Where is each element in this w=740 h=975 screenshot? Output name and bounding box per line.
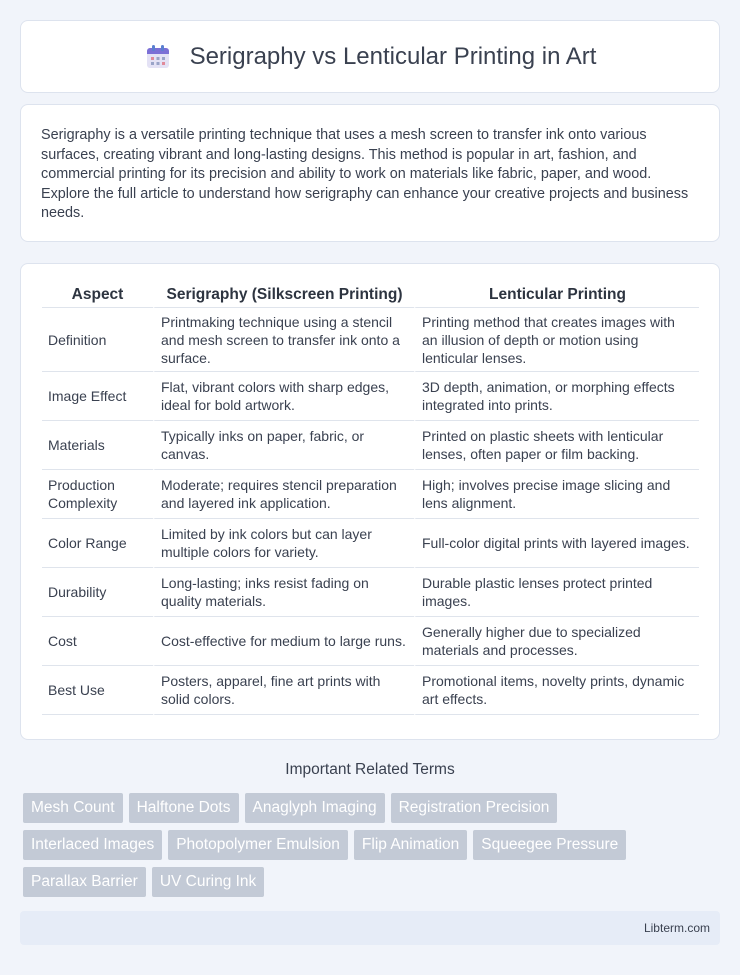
page-title: Serigraphy vs Lenticular Printing in Art (189, 42, 597, 70)
footer-brand[interactable]: Libterm.com (643, 921, 710, 935)
table-row (42, 617, 699, 666)
aspect-cell: Materials (42, 421, 153, 470)
aspect-cell: Cost (42, 617, 153, 666)
aspect-cell: Definition (42, 308, 153, 372)
tag-mesh-count[interactable]: Mesh Count (23, 793, 123, 823)
lenticular-cell: Printed on plastic sheets with lenticular lenses, often paper or film backing. (414, 421, 699, 470)
header-aspect: Aspect (42, 284, 153, 308)
related-terms-title: Important Related Terms (285, 761, 455, 778)
serigraphy-cell: Typically inks on paper, fabric, or canvas. (153, 421, 414, 470)
calendar-icon (144, 43, 172, 71)
aspect-cell: Durability (42, 568, 153, 617)
lenticular-cell: Durable plastic lenses protect printed images. (414, 568, 699, 617)
tag-row (23, 793, 723, 823)
aspect-cell: Best Use (42, 666, 153, 715)
title-wrap (144, 43, 597, 71)
tag-flip-animation[interactable]: Flip Animation (354, 830, 467, 860)
lenticular-cell: High; involves precise image slicing and lens alignment. (414, 470, 699, 519)
tag-row (23, 830, 723, 860)
header-lenticular: Lenticular Printing (414, 284, 699, 308)
header-card (20, 20, 720, 93)
table-row (42, 666, 699, 715)
serigraphy-cell: Flat, vibrant colors with sharp edges, ideal for bold artwork. (153, 372, 414, 421)
tag-interlaced-images[interactable]: Interlaced Images (23, 830, 162, 860)
serigraphy-cell: Moderate; requires stencil preparation and layered ink application. (153, 470, 414, 519)
tag-anaglyph-imaging[interactable]: Anaglyph Imaging (245, 793, 385, 823)
serigraphy-cell: Printmaking technique using a stencil and mesh screen to transfer ink onto a surface. (153, 308, 414, 372)
lenticular-cell: Printing method that creates images with an illusion of depth or motion using lenticular lenses. (414, 308, 699, 372)
table-row (42, 308, 699, 372)
aspect-cell: Production Complexity (42, 470, 153, 519)
table-row (42, 372, 699, 421)
tag-registration-precision[interactable]: Registration Precision (391, 793, 558, 823)
intro-card (20, 104, 720, 242)
related-terms-tags (23, 793, 723, 904)
aspect-cell: Image Effect (42, 372, 153, 421)
comparison-table (42, 284, 699, 715)
serigraphy-cell: Long-lasting; inks resist fading on quality materials. (153, 568, 414, 617)
lenticular-cell: Full-color digital prints with layered images. (414, 519, 699, 568)
lenticular-cell: 3D depth, animation, or morphing effects integrated into prints. (414, 372, 699, 421)
lenticular-cell: Promotional items, novelty prints, dynamic art effects. (414, 666, 699, 715)
header-serigraphy: Serigraphy (Silkscreen Printing) (153, 284, 414, 308)
tag-row (23, 867, 723, 897)
tag-squeegee-pressure[interactable]: Squeegee Pressure (473, 830, 626, 860)
tag-uv-curing-ink[interactable]: UV Curing Ink (152, 867, 264, 897)
table-row (42, 421, 699, 470)
tag-halftone-dots[interactable]: Halftone Dots (129, 793, 239, 823)
table-row (42, 470, 699, 519)
serigraphy-cell: Posters, apparel, fine art prints with solid colors. (153, 666, 414, 715)
lenticular-cell: Generally higher due to specialized materials and processes. (414, 617, 699, 666)
table-row (42, 568, 699, 617)
tag-parallax-barrier[interactable]: Parallax Barrier (23, 867, 146, 897)
tag-photopolymer-emulsion[interactable]: Photopolymer Emulsion (168, 830, 348, 860)
serigraphy-cell: Limited by ink colors but can layer multiple colors for variety. (153, 519, 414, 568)
intro-text: Serigraphy is a versatile printing technique that uses a mesh screen to transfer ink onto various surfaces, creating vibrant and long-lasting designs. This method is popular in art, fashion, and commercial printing for its precision and ability to work on materials like fabric, paper, and wood. Explore the full article to understand how serigraphy can enhance your creative projects and business needs. (41, 127, 689, 222)
comparison-card (20, 263, 720, 740)
aspect-cell: Color Range (42, 519, 153, 568)
footer (20, 911, 720, 945)
table-row (42, 519, 699, 568)
serigraphy-cell: Cost-effective for medium to large runs. (153, 617, 414, 666)
table-header-row (42, 284, 699, 308)
